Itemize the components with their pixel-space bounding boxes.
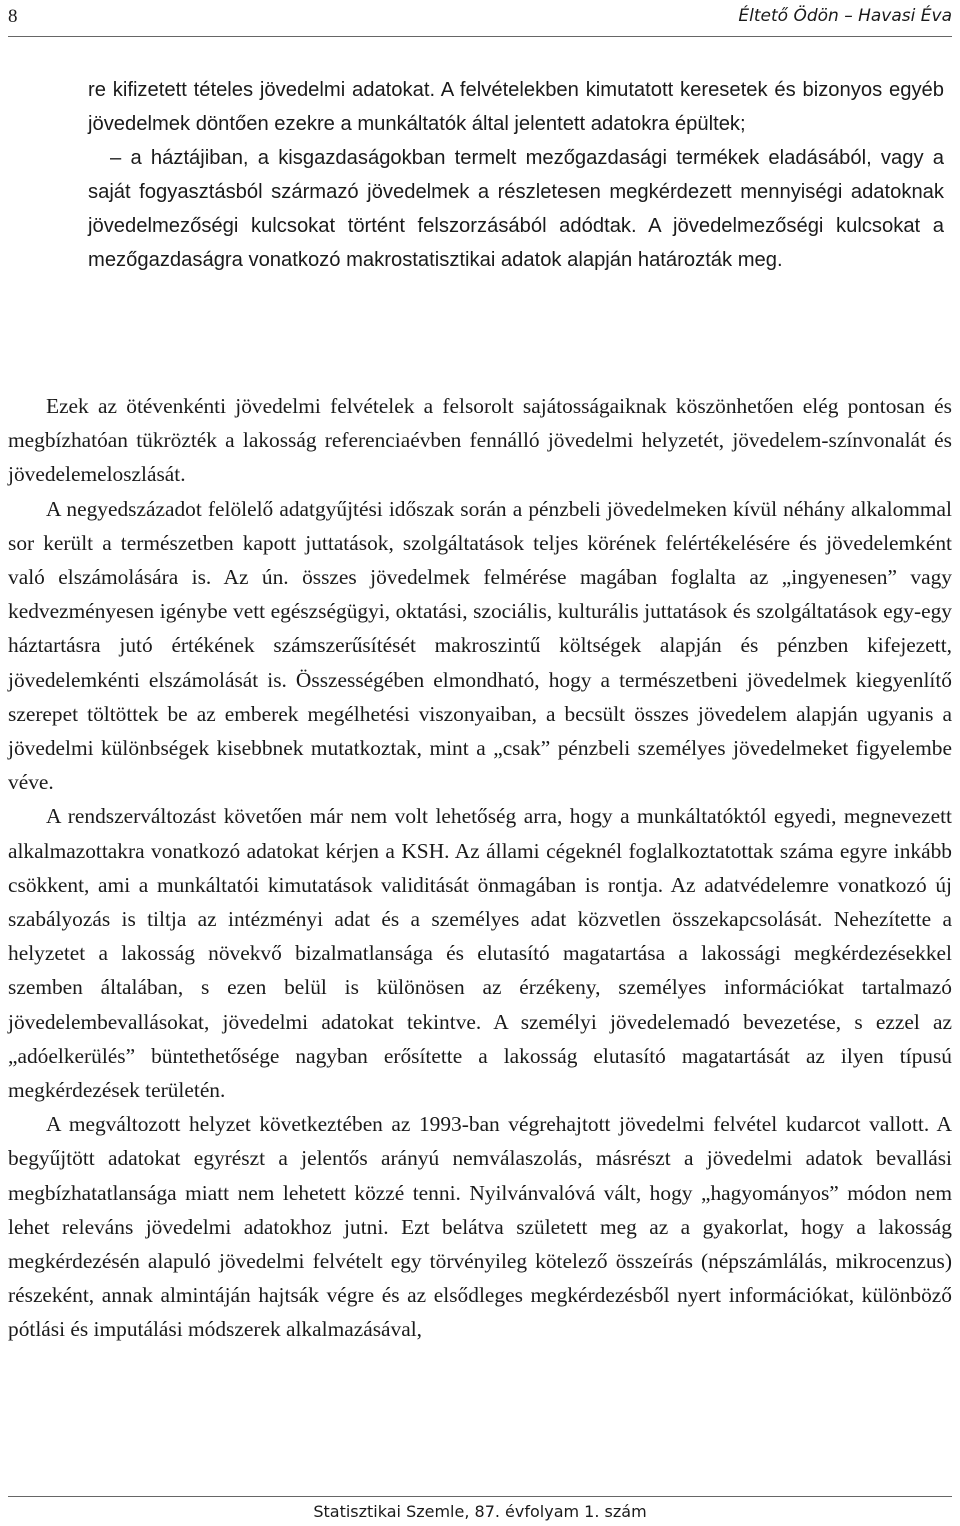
page-number: 8 <box>8 6 18 27</box>
page-header <box>8 2 952 32</box>
running-title: Éltető Ödön – Havasi Éva <box>738 6 952 26</box>
dash-list-item: – a háztájiban, a kisgazdaságokban termelt mezőgazdasági termékek eladásából, vagy a saját fogyasztásból származó jövedelmek a részletesen megkérdezett mennyiségi adatoknak jövedelmezőségi kulcsokat történt felszorzásából adódtak. A jövedelmezőségi kulcsokat a mezőgazdaságra vonatkozó makrostatisztikai adatok alapján határozták meg. <box>88 147 944 271</box>
indented-paragraph: re kifizetett tételes jövedelmi adatokat. A felvételekben kimutatott keresetek és bizonyos egyéb jövedelmek döntően ezekre a munkáltatók által jelentett adatokra épültek; <box>88 79 944 135</box>
body-text <box>8 389 952 1347</box>
indented-block <box>88 73 944 277</box>
header-divider <box>8 36 952 37</box>
footer-divider <box>8 1496 952 1497</box>
body-paragraph-4: A megváltozott helyzet következtében az 1993-ban végrehajtott jövedelmi felvétel kudarcot vallott. A begyűjtött adatokat egyrészt a jelentős arányú nemválaszolás, másrészt a jövedelmi adatok bevallási megbízhatatlansága miatt nem lehetett közzé tenni. Nyilvánvalóvá vált, hogy „hagyományos” módon nem lehet releváns jövedelmi adatokhoz jutni. Ezt belátva született meg az a gyakorlat, hogy a lakosság megkérdezésén alapuló jövedelmi felvételt egy törvényileg kötelező összeírás (népszámlálás, mikrocenzus) részeként, annak almintáján hajtsák végre és az elsődleges megkérdezésből nyert információkat, különböző pótlási és imputálási módszerek alkalmazásával, <box>8 1112 952 1342</box>
body-paragraph-3: A rendszerváltozást követően már nem volt lehetőség arra, hogy a munkáltatóktól egyedi, megnevezett alkalmazottakra vonatkozó adatokat kérjen a KSH. Az állami cégeknél foglalkoztatottak száma egyre inkább csökkent, ami a munkáltatói kimutatások validitását önmagában is rontja. Az adatvédelemre vonatkozó új szabályozás is tiltja az intézményi adat és a személyes adat közvetlen összekapcsolását. Nehezítette a helyzetet a lakosság növekvő bizalmatlansága és elutasító magatartása a lakossági megkérdezésekkel szemben általában, s ezen belül is különösen az érzékeny, személyes információkat tartalmazó jövedelembevallásokat, jövedelmi adatokat tekintve. A személyi jövedelemadó bevezetése, s ezzel az „adóelkerülés” büntethetősége nagyban erősítette a lakosság elutasító magatartását az ilyen típusú megkérdezések területén. <box>8 804 952 1103</box>
body-paragraph-2: A negyedszázadot felölelő adatgyűjtési időszak során a pénzbeli jövedelmeken kívül néhány alkalommal sor került a természetben kapott juttatások, szolgáltatások teljes körének felértékelésére és jövedelemként való elszámolására is. Az ún. összes jövedelmek felmérése magában foglalta az „ingyenesen” vagy kedvezményesen igénybe vett egészségügyi, oktatási, szociális, kulturális juttatások és szolgáltatások egy-egy háztartásra jutó értékének számszerűsítését makroszintű költségek alapján és pénzben kifejezett, jövedelemkénti elszámolását is. Összességében elmondható, hogy a természetbeni jövedelmek kiegyenlítő szerepet töltöttek be az emberek megélhetési viszonyaiban, a becsült összes jövedelem alapján ugyanis a jövedelmi különbségek kisebbnek mutatkoztak, mint a „csak” pénzbeli személyes jövedelmeket figyelembe véve. <box>8 496 952 795</box>
body-paragraph-1: Ezek az ötévenkénti jövedelmi felvételek a felsorolt sajátosságaiknak köszönhetően elég pontosan és megbízhatóan tükrözték a lakosság referenciaévben fennálló jövedelmi helyzetét, jövedelem-színvonalát és jövedelemeloszlását. <box>8 394 952 487</box>
page-footer: Statisztikai Szemle, 87. évfolyam 1. szám <box>313 1502 647 1521</box>
